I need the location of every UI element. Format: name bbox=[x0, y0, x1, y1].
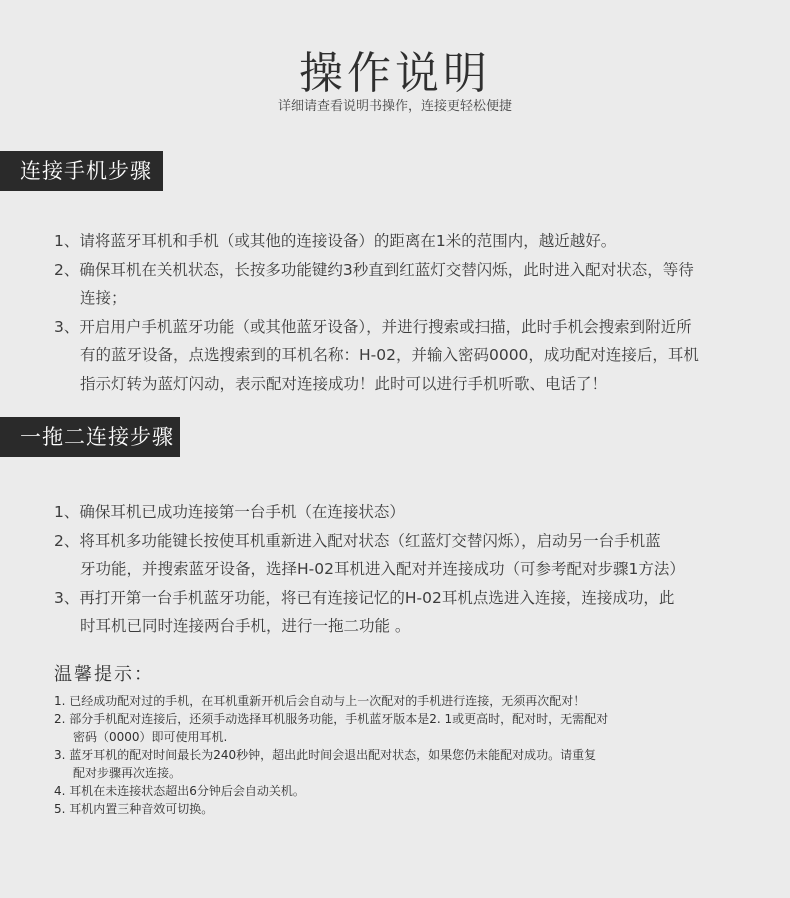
tip-item-text: 1. 已经成功配对过的手机，在耳机重新开机后会自动与上一次配对的手机进行连接，无须再次配对！ bbox=[54, 694, 586, 708]
page-subtitle: 详细请查看说明书操作，连接更轻松便捷 bbox=[277, 99, 512, 114]
tip-item-text: 5. 耳机内置三种音效可切换。 bbox=[54, 802, 214, 816]
tip-item bbox=[54, 710, 754, 746]
tip-item bbox=[54, 746, 754, 782]
tip-item-text: 4. 耳机在未连接状态超出6分钟后会自动关机。 bbox=[54, 784, 305, 798]
step-item bbox=[54, 498, 744, 527]
step-item bbox=[54, 313, 744, 399]
step-item bbox=[54, 227, 744, 256]
section-heading-one-to-two: 一拖二连接步骤 bbox=[0, 417, 180, 457]
tips-list bbox=[54, 692, 754, 818]
tip-item bbox=[54, 782, 754, 800]
step-item bbox=[54, 256, 744, 313]
step-item-continuation: 指示灯转为蓝灯闪动，表示配对连接成功！此时可以进行手机听歌、电话了！ bbox=[80, 374, 608, 393]
section-heading-connect-phone: 连接手机步骤 bbox=[0, 151, 163, 191]
step-item-continuation: 牙功能，并搜索蓝牙设备，选择H-02耳机进入配对并连接成功（可参考配对步骤1方法） bbox=[80, 560, 685, 578]
tip-item bbox=[54, 692, 754, 710]
step-item-continuation: 连接； bbox=[80, 289, 127, 307]
one-to-two-steps bbox=[54, 498, 744, 641]
tip-item bbox=[54, 800, 754, 818]
tip-item-text: 2. 部分手机配对连接后，还须手动选择耳机服务功能，手机蓝牙版本是2. 1或更高时，配对时，无需配对 bbox=[54, 712, 609, 726]
tip-item-continuation: 配对步骤再次连接。 bbox=[73, 766, 182, 780]
connect-phone-steps bbox=[54, 227, 744, 398]
step-item-continuation: 时耳机已同时连接两台手机，进行一拖二功能 。 bbox=[80, 617, 411, 635]
step-item-text: 3、再打开第一台手机蓝牙功能，将已有连接记忆的H-02耳机点选进入连接，连接成功，此 bbox=[54, 588, 675, 607]
step-item-continuation: 有的蓝牙设备，点选搜索到的耳机名称：H-02，并输入密码0000，成功配对连接后，耳机 bbox=[80, 346, 699, 364]
step-item-text: 2、将耳机多功能键长按使耳机重新进入配对状态（红蓝灯交替闪烁），启动另一台手机蓝 bbox=[54, 531, 661, 550]
step-item bbox=[54, 527, 744, 584]
step-item bbox=[54, 584, 744, 641]
step-item-text: 1、请将蓝牙耳机和手机（或其他的连接设备）的距离在1米的范围内，越近越好。 bbox=[54, 232, 617, 250]
tip-item-continuation: 密码（0000）即可使用耳机. bbox=[73, 730, 228, 744]
tip-item-text: 3. 蓝牙耳机的配对时间最长为240秒钟，超出此时间会退出配对状态，如果您仍未能配对成功。请重复 bbox=[54, 748, 597, 762]
step-item-text: 3、开启用户手机蓝牙功能（或其他蓝牙设备），并进行搜索或扫描，此时手机会搜索到附近所 bbox=[54, 317, 692, 336]
page-title: 操作说明 bbox=[299, 48, 491, 99]
tips-heading: 温馨提示： bbox=[54, 664, 154, 685]
step-item-text: 2、确保耳机在关机状态，长按多功能键约3秒直到红蓝灯交替闪烁，此时进入配对状态，等待 bbox=[54, 260, 694, 279]
step-item-text: 1、确保耳机已成功连接第一台手机（在连接状态） bbox=[54, 503, 405, 521]
